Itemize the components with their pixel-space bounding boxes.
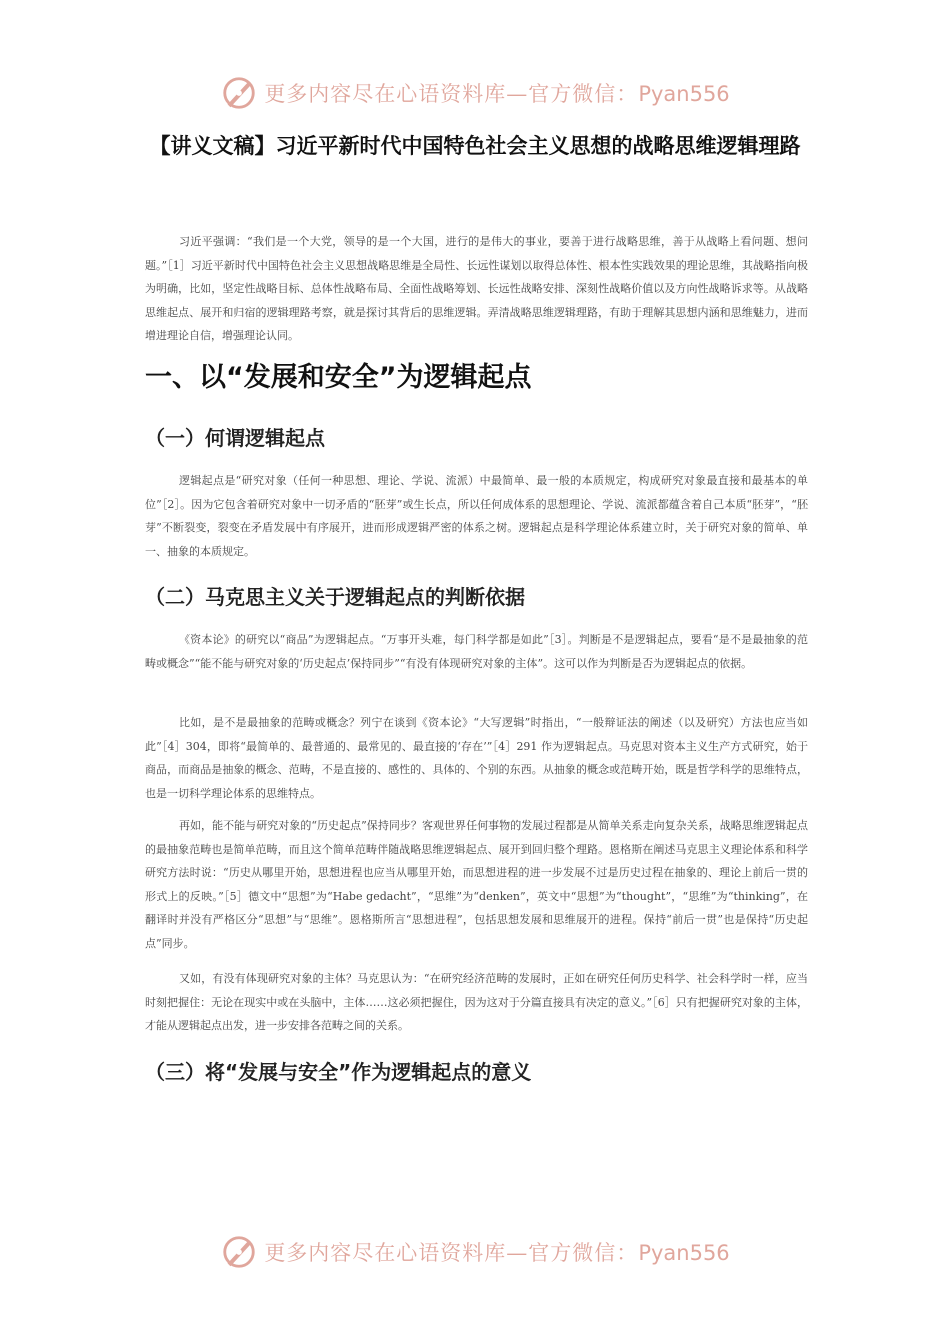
watermark-text: 更多内容尽在心语资料库—官方微信：Pyan556 [264, 1241, 730, 1265]
subsection-1-heading: （一）何谓逻辑起点 [145, 426, 325, 450]
subsection-1-paragraph: 逻辑起点是“研究对象（任何一种思想、理论、学说、流派）中最简单、最一般的本质规定，构成研究对象最直接和最基本的单位”［2］。因为它包含着研究对象中一切矛盾的“胚芽”或生长点，所以任何成体系的思想理论、学说、流派都蕴含着自己本质“胚芽”，“胚芽”不断裂变，裂变在矛盾发展中有序展开，进而形成逻辑严密的体系之树。逻辑起点是科学理论体系建立时，关于研究对象的简单、单一、抽象的本质规定。 [145, 474, 808, 558]
document-title: 【讲义文稿】习近平新时代中国特色社会主义思想的战略思维逻辑理路 [149, 134, 801, 158]
subsection-2-paragraph-2: 比如，是不是最抽象的范畴或概念？列宁在谈到《资本论》“大写逻辑”时指出，“一般辩证法的阐述（以及研究）方法也应当如此”［4］304，即将“最简单的、最普通的、最常见的、最直接的‘存在’”［4］291 作为逻辑起点。马克思对资本主义生产方式研究，始于商品，而商品是抽象的概念、范畴，不是直接的、感性的、具体的、个别的东西。从抽象的概念或范畴开始，既是哲学科学的思维特点，也是一切科学理论体系的思维特点。 [145, 716, 808, 800]
section-1-heading: 一、以“发展和安全”为逻辑起点 [145, 362, 532, 393]
subsection-2-paragraph-4: 又如，有没有体现研究对象的主体？马克思认为：“在研究经济范畴的发展时，正如在研究任何历史科学、社会科学时一样，应当时刻把握住：无论在现实中或在头脑中，主体……这必须把握住，因为这对于分篇直接具有决定的意义。”［6］只有把握研究对象的主体，才能从逻辑起点出发，进一步安排各范畴之间的关系。 [145, 972, 808, 1032]
watermark-wechat-id: Pyan556 [638, 1241, 730, 1265]
pen-logo-icon [220, 1233, 258, 1271]
subsection-2-paragraph-1: 《资本论》的研究以“商品”为逻辑起点。“万事开头难，每门科学都是如此”［3］。判断是不是逻辑起点，要看“是不是最抽象的范畴或概念”“能不能与研究对象的‘历史起点’保持同步”“有没有体现研究对象的主体”。这可以作为判断是否为逻辑起点的依据。 [145, 633, 808, 670]
subsection-3-heading: （三）将“发展与安全”作为逻辑起点的意义 [145, 1060, 532, 1084]
watermark-header [0, 73, 950, 113]
watermark-footer [0, 1232, 950, 1272]
subsection-2-paragraph-3: 再如，能不能与研究对象的“历史起点”保持同步？客观世界任何事物的发展过程都是从简单关系走向复杂关系，战略思维逻辑起点的最抽象范畴也是简单范畴，而且这个简单范畴伴随战略思维逻辑起点、展开到回归整个理路。恩格斯在阐述马克思主义理论体系和科学研究方法时说：“历史从哪里开始，思想进程也应当从哪里开始，而思想进程的进一步发展不过是历史过程在抽象的、理论上前后一贯的形式上的反映。”［5］德文中“思想”为“Habe gedacht”，“思维”为“denken”，英文中“思想”为“thought”，“思维”为“thinking”，在翻译时并没有严格区分“思想”与“思维”。恩格斯所言“思想进程”，包括思想发展和思维展开的进程。保持“前后一贯”也是保持“历史起点”同步。 [145, 819, 808, 950]
watermark-text: 更多内容尽在心语资料库—官方微信：Pyan556 [264, 82, 730, 106]
intro-paragraph: 习近平强调：“我们是一个大党，领导的是一个大国，进行的是伟大的事业，要善于进行战略思维，善于从战略上看问题、想问题。”［1］习近平新时代中国特色社会主义思想战略思维是全局性、长远性谋划以取得总体性、根本性实践效果的理论思维，其战略指向极为明确，比如，坚定性战略目标、总体性战略布局、全面性战略筹划、长远性战略安排、深刻性战略价值以及方向性战略诉求等。从战略思维起点、展开和归宿的逻辑理路考察，就是探讨其背后的思维逻辑。弄清战略思维逻辑理路，有助于理解其思想内涵和思维魅力，进而增进理论自信，增强理论认同。 [145, 235, 808, 342]
pen-logo-icon [220, 74, 258, 112]
watermark-wechat-id: Pyan556 [638, 82, 730, 106]
subsection-2-heading: （二）马克思主义关于逻辑起点的判断依据 [145, 585, 525, 609]
